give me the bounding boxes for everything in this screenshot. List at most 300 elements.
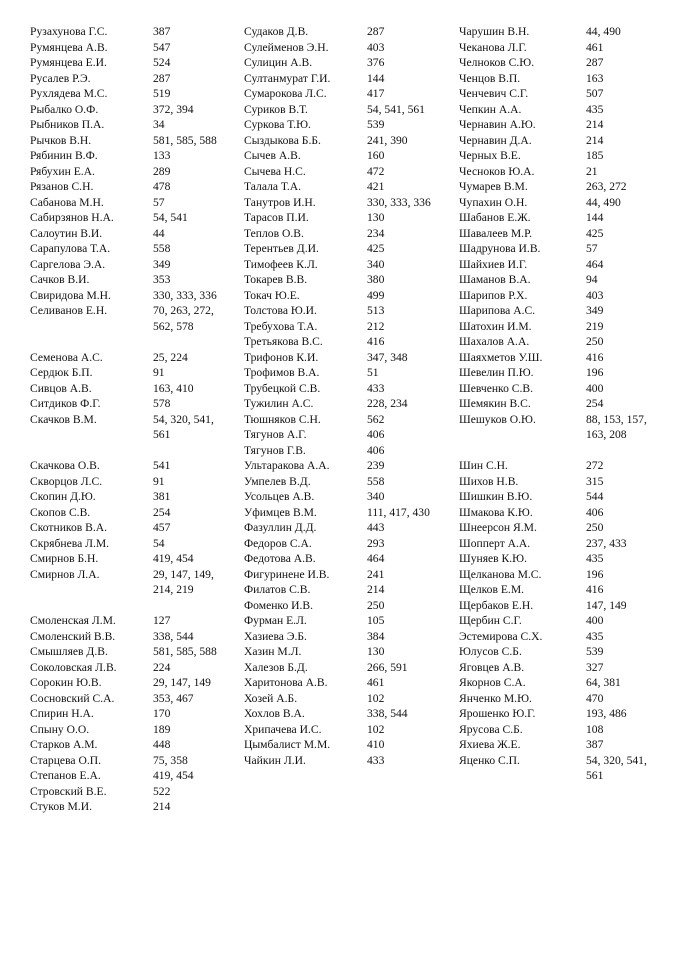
author-name: Янченко М.Ю. [459, 691, 532, 705]
page-numbers: 558 [153, 242, 171, 255]
author-name: Фоменко И.В. [244, 598, 314, 612]
author-name: Чесноков Ю.А. [459, 164, 535, 178]
page-numbers: 558 [367, 474, 385, 488]
index-entry [244, 551, 447, 567]
author-name: Ультаракова А.А. [244, 459, 330, 472]
page-numbers: 234 [367, 226, 385, 240]
page-numbers: 70, 263, 272, 562, 578 [153, 304, 214, 333]
page-numbers: 196 [586, 366, 604, 379]
author-name: Яценко С.П. [459, 753, 520, 767]
author-name: Щелканова М.С. [459, 567, 542, 581]
index-entry [30, 474, 233, 490]
page-numbers: 353, 467 [153, 691, 194, 705]
index-entry [459, 691, 656, 707]
page-numbers: 102 [367, 722, 385, 736]
page-numbers: 91 [153, 474, 165, 488]
author-name: Рябухин Е.А. [30, 164, 95, 178]
index-entry [30, 412, 233, 443]
author-name: Саргелова Э.А. [30, 257, 106, 271]
author-name: Ярусова С.Б. [459, 722, 523, 736]
page-numbers: 212 [367, 319, 385, 333]
author-name: Хозей А.Б. [244, 691, 298, 705]
index-entry [459, 303, 656, 319]
index-entry [459, 272, 656, 288]
page-numbers: 239 [367, 459, 385, 472]
author-name: Сердюк Б.П. [30, 366, 93, 379]
index-entry [244, 644, 447, 660]
index-entry [244, 257, 447, 273]
author-name: Шопперт А.А. [459, 536, 531, 550]
index-entry [244, 148, 447, 164]
index-entry [244, 412, 447, 428]
author-name: Рыбников П.А. [30, 118, 105, 131]
index-entry [30, 71, 233, 87]
index-column-2 [244, 24, 447, 768]
page-numbers: 25, 224 [153, 350, 188, 364]
page-numbers: 387 [586, 738, 604, 751]
page-numbers: 581, 585, 588 [153, 645, 217, 658]
page-numbers: 193, 486 [586, 707, 627, 720]
author-name: Свиридова М.Н. [30, 288, 111, 302]
page-numbers: 330, 333, 336 [367, 195, 431, 209]
index-entry [459, 334, 656, 350]
author-name: Смирнов Л.А. [30, 567, 100, 581]
index-entry [244, 722, 447, 738]
index-entry [30, 784, 233, 800]
author-name: Фигуринене И.В. [244, 567, 330, 581]
index-entry [244, 396, 447, 412]
author-name: Сорокин Ю.В. [30, 676, 102, 689]
page-numbers: 272 [586, 459, 604, 472]
page-numbers: 214 [367, 583, 385, 596]
page-numbers: 457 [153, 521, 171, 534]
author-name: Чернавин А.Ю. [459, 118, 536, 131]
author-name: Спыну О.О. [30, 722, 90, 736]
author-name: Скопин Д.Ю. [30, 490, 96, 503]
index-entry [244, 272, 447, 288]
index-entry [30, 148, 233, 164]
index-entry [244, 102, 447, 118]
page-numbers: 214 [586, 133, 604, 147]
author-name: Спирин Н.А. [30, 707, 94, 720]
author-name: Толстова Ю.И. [244, 304, 317, 317]
author-name: Токарев В.В. [244, 273, 308, 286]
author-name: Щелков Е.М. [459, 583, 525, 596]
page-numbers: 403 [367, 40, 385, 54]
index-entry [30, 117, 233, 133]
page-numbers: 464 [367, 552, 385, 565]
page-numbers: 254 [153, 505, 171, 519]
page-numbers: 34 [153, 118, 165, 131]
index-entry [30, 536, 233, 552]
author-name: Рязанов С.Н. [30, 180, 94, 193]
page-numbers: 144 [367, 71, 385, 85]
page-numbers: 406 [367, 443, 385, 457]
author-name: Харитонова А.В. [244, 676, 328, 689]
index-entry [244, 195, 447, 211]
page-numbers: 435 [586, 629, 604, 643]
index-entry [30, 133, 233, 149]
index-entry [244, 381, 447, 397]
page-numbers: 433 [367, 753, 385, 767]
author-name: Умпелев В.Д. [244, 474, 311, 488]
page-numbers: 196 [586, 567, 604, 581]
author-name: Шавалеев М.Р. [459, 226, 532, 240]
page-numbers: 224 [153, 660, 171, 674]
index-entry [244, 474, 447, 490]
author-name: Шихов Н.В. [459, 474, 519, 488]
index-entry [459, 489, 656, 505]
author-name: Хрипачева И.С. [244, 722, 322, 736]
page-numbers: 102 [367, 691, 385, 705]
page-numbers: 539 [367, 118, 385, 131]
author-name: Фазуллин Д.Д. [244, 521, 317, 534]
author-name: Смоленский В.В. [30, 629, 116, 643]
index-entry [459, 644, 656, 660]
index-entry [244, 706, 447, 722]
index-entry [459, 381, 656, 397]
index-entry [244, 303, 447, 319]
page-numbers: 130 [367, 645, 385, 658]
page-numbers: 21 [586, 164, 598, 178]
index-entry [244, 691, 447, 707]
author-name: Сарапулова Т.А. [30, 242, 111, 255]
page-numbers: 470 [586, 691, 604, 705]
page-numbers: 111, 417, 430 [367, 505, 430, 519]
page-numbers: 108 [586, 722, 604, 736]
page-numbers: 163, 410 [153, 381, 194, 395]
page-numbers: 127 [153, 614, 171, 627]
author-name: Шарипова А.С. [459, 304, 536, 317]
page-numbers: 384 [367, 629, 385, 643]
page-numbers: 289 [153, 164, 171, 178]
author-name: Соколовская Л.В. [30, 660, 117, 674]
page-numbers: 130 [367, 211, 385, 224]
index-entry [459, 753, 656, 784]
author-name: Суриков В.Т. [244, 102, 308, 116]
entry-spacer [30, 334, 233, 350]
page-numbers: 266, 591 [367, 660, 408, 674]
author-name: Трубецкой С.В. [244, 381, 321, 395]
index-entry [244, 164, 447, 180]
page-numbers: 91 [153, 366, 165, 379]
author-name: Шаяхметов У.Ш. [459, 350, 543, 364]
page-numbers: 421 [367, 180, 385, 193]
author-name: Усольцев А.В. [244, 490, 315, 503]
index-entry [30, 675, 233, 691]
page-numbers: 54, 320, 541, 561 [586, 753, 647, 782]
page-numbers: 64, 381 [586, 676, 621, 689]
index-entry [244, 24, 447, 40]
author-name: Хазиева Э.Б. [244, 629, 307, 643]
author-name: Сабирзянов Н.А. [30, 211, 114, 224]
author-name: Яговцев А.В. [459, 660, 525, 674]
index-entry [244, 536, 447, 552]
page-numbers: 406 [367, 428, 385, 441]
author-name: Судаков Д.В. [244, 25, 309, 38]
index-entry [244, 334, 447, 350]
index-entry [244, 179, 447, 195]
author-name: Скачков В.М. [30, 412, 97, 426]
page-numbers: 88, 153, 157, 163, 208 [586, 412, 647, 441]
page-numbers: 214 [153, 800, 171, 813]
author-name: Рычков В.Н. [30, 133, 92, 147]
author-name: Стровский В.Е. [30, 784, 107, 798]
page-numbers: 254 [586, 397, 604, 410]
index-entry [30, 520, 233, 536]
page-numbers: 513 [367, 304, 385, 317]
author-name: Шишкин В.Ю. [459, 490, 533, 503]
index-entry [30, 179, 233, 195]
page-numbers: 189 [153, 722, 171, 736]
author-name: Шнеерсон Я.М. [459, 521, 537, 534]
page-numbers: 54, 541, 561 [367, 102, 425, 116]
index-entry [244, 288, 447, 304]
author-name: Федотова А.В. [244, 552, 316, 565]
index-entry [30, 257, 233, 273]
author-name: Шин С.Н. [459, 459, 508, 472]
page-numbers: 400 [586, 381, 604, 395]
index-entry [30, 551, 233, 567]
index-entry [459, 40, 656, 56]
author-name: Скачкова О.В. [30, 459, 100, 472]
index-entry [459, 551, 656, 567]
page-numbers: 250 [367, 598, 385, 612]
author-name: Сулейменов Э.Н. [244, 40, 329, 54]
page-numbers: 544 [586, 490, 604, 503]
page-numbers: 263, 272 [586, 180, 627, 193]
page-numbers: 330, 333, 336 [153, 288, 217, 302]
page-numbers: 416 [367, 335, 385, 348]
page-numbers: 522 [153, 784, 171, 798]
page-numbers: 419, 454 [153, 552, 194, 565]
author-name: Теплов О.В. [244, 226, 304, 240]
page-numbers: 387 [153, 25, 171, 38]
page-numbers: 340 [367, 257, 385, 271]
index-entry [30, 613, 233, 629]
author-name: Чепкин А.А. [459, 102, 522, 116]
page-numbers: 539 [586, 645, 604, 658]
page-numbers: 170 [153, 707, 171, 720]
index-entry [459, 536, 656, 552]
page-numbers: 147, 149 [586, 598, 627, 612]
page-numbers: 287 [153, 71, 171, 85]
author-name: Филатов С.В. [244, 583, 311, 596]
page-numbers: 340 [367, 490, 385, 503]
page-numbers: 435 [586, 552, 604, 565]
index-entry [30, 40, 233, 56]
author-name: Русалев Р.Э. [30, 71, 91, 85]
index-entry [459, 350, 656, 366]
author-name: Шуняев К.Ю. [459, 552, 527, 565]
index-entry [459, 55, 656, 71]
index-entry [30, 350, 233, 366]
page-numbers: 315 [586, 474, 604, 488]
index-entry [244, 629, 447, 645]
page-numbers: 250 [586, 335, 604, 348]
author-name: Ситдиков Ф.Г. [30, 397, 101, 410]
index-entry [459, 613, 656, 629]
index-entry [244, 582, 447, 598]
index-entry [30, 505, 233, 521]
page-numbers: 448 [153, 738, 171, 751]
index-entry [244, 443, 447, 459]
author-name: Чернавин Д.А. [459, 133, 532, 147]
page-numbers: 349 [586, 304, 604, 317]
index-entry [244, 365, 447, 381]
index-entry [30, 489, 233, 505]
index-entry [459, 71, 656, 87]
index-entry [459, 675, 656, 691]
index-entry [459, 458, 656, 474]
index-entry [244, 40, 447, 56]
page-numbers: 349 [153, 257, 171, 271]
index-entry [459, 102, 656, 118]
page-numbers: 44, 490 [586, 195, 621, 209]
author-name: Скопов С.В. [30, 505, 91, 519]
entry-spacer [30, 443, 233, 459]
page-numbers: 29, 147, 149 [153, 676, 211, 689]
index-entry [30, 691, 233, 707]
index-entry [459, 319, 656, 335]
page-numbers: 524 [153, 56, 171, 69]
author-name: Сычева Н.С. [244, 164, 306, 178]
page-numbers: 461 [367, 676, 385, 689]
author-name: Сачков В.И. [30, 273, 90, 286]
page-numbers: 219 [586, 319, 604, 333]
author-name: Цымбалист М.М. [244, 738, 331, 751]
page-numbers: 519 [153, 87, 171, 100]
index-entry [244, 133, 447, 149]
author-name: Яхиева Ж.Е. [459, 738, 521, 751]
author-name: Шарипов Р.Х. [459, 288, 528, 302]
author-name: Султанмурат Г.И. [244, 71, 331, 85]
index-entry [30, 288, 233, 304]
index-entry [30, 629, 233, 645]
author-name: Требухова Т.А. [244, 319, 318, 333]
author-name: Фурман Е.Л. [244, 614, 307, 627]
index-entry [459, 365, 656, 381]
index-entry [459, 117, 656, 133]
index-entry [30, 644, 233, 660]
entry-spacer [30, 598, 233, 614]
page-numbers: 400 [586, 614, 604, 627]
page-numbers: 44 [153, 226, 165, 240]
index-entry [30, 86, 233, 102]
page-numbers: 54, 541 [153, 211, 188, 224]
page-numbers: 416 [586, 583, 604, 596]
page-numbers: 372, 394 [153, 102, 194, 116]
page-numbers: 417 [367, 87, 385, 100]
index-entry [30, 567, 233, 598]
author-name: Третьякова В.С. [244, 335, 323, 348]
author-name: Шемякин В.С. [459, 397, 531, 410]
index-entry [459, 567, 656, 583]
author-name: Ярошенко Ю.Г. [459, 707, 536, 720]
page-numbers: 381 [153, 490, 171, 503]
index-entry [244, 55, 447, 71]
index-entry [459, 598, 656, 614]
page-numbers: 403 [586, 288, 604, 302]
index-entry [459, 582, 656, 598]
author-name: Сабанова М.Н. [30, 195, 104, 209]
index-entry [244, 71, 447, 87]
index-column-3 [459, 24, 656, 784]
author-name: Смышляев Д.В. [30, 645, 108, 658]
page-numbers: 160 [367, 149, 385, 162]
page-numbers: 214 [586, 118, 604, 131]
index-entry [244, 675, 447, 691]
page-numbers: 287 [586, 56, 604, 69]
author-name: Сыздыкова Б.Б. [244, 133, 321, 147]
page-numbers: 410 [367, 738, 385, 751]
entry-spacer [459, 443, 656, 459]
page-numbers: 433 [367, 381, 385, 395]
author-name: Шатохин И.М. [459, 319, 532, 333]
index-entry [30, 753, 233, 769]
index-entry [459, 288, 656, 304]
author-name: Сивцов А.В. [30, 381, 92, 395]
author-name: Румянцева А.В. [30, 40, 108, 54]
page-numbers: 94 [586, 273, 598, 286]
index-entry [30, 55, 233, 71]
author-name: Ченчевич С.Г. [459, 87, 529, 100]
author-name: Рябинин В.Ф. [30, 149, 98, 162]
page-numbers: 376 [367, 56, 385, 69]
author-name: Тюшняков С.Н. [244, 412, 321, 426]
page-numbers: 250 [586, 521, 604, 534]
author-name: Скотников В.А. [30, 521, 108, 534]
page-numbers: 293 [367, 536, 385, 550]
page-numbers: 581, 585, 588 [153, 133, 217, 147]
author-name: Семенова А.С. [30, 350, 103, 364]
author-name: Шешуков О.Ю. [459, 412, 536, 426]
index-entry [244, 427, 447, 443]
page-numbers: 57 [586, 242, 598, 255]
index-entry [30, 722, 233, 738]
author-name: Ченцов В.П. [459, 71, 521, 85]
page-numbers: 105 [367, 614, 385, 627]
page-numbers: 478 [153, 180, 171, 193]
index-entry [30, 799, 233, 815]
index-entry [30, 102, 233, 118]
page-numbers: 435 [586, 102, 604, 116]
page-numbers: 287 [367, 25, 385, 38]
index-entry [30, 365, 233, 381]
index-entry [244, 458, 447, 474]
index-entry [244, 350, 447, 366]
author-name: Стуков М.И. [30, 800, 92, 813]
author-name: Юлусов С.Б. [459, 645, 522, 658]
author-name: Рухлядева М.С. [30, 87, 108, 100]
index-entry [459, 474, 656, 490]
page-numbers: 419, 454 [153, 769, 194, 782]
author-name: Федоров С.А. [244, 536, 312, 550]
author-name: Черных В.Е. [459, 149, 521, 162]
page-numbers: 44, 490 [586, 25, 621, 38]
index-entry [459, 660, 656, 676]
author-name: Шаманов В.А. [459, 273, 531, 286]
index-entry [244, 660, 447, 676]
index-entry [30, 24, 233, 40]
index-entry [30, 164, 233, 180]
author-name: Шахалов А.А. [459, 335, 530, 348]
author-name: Сосновский С.А. [30, 691, 115, 705]
index-entry [459, 179, 656, 195]
page-numbers: 144 [586, 211, 604, 224]
index-entry [30, 660, 233, 676]
page-numbers: 338, 544 [153, 629, 194, 643]
